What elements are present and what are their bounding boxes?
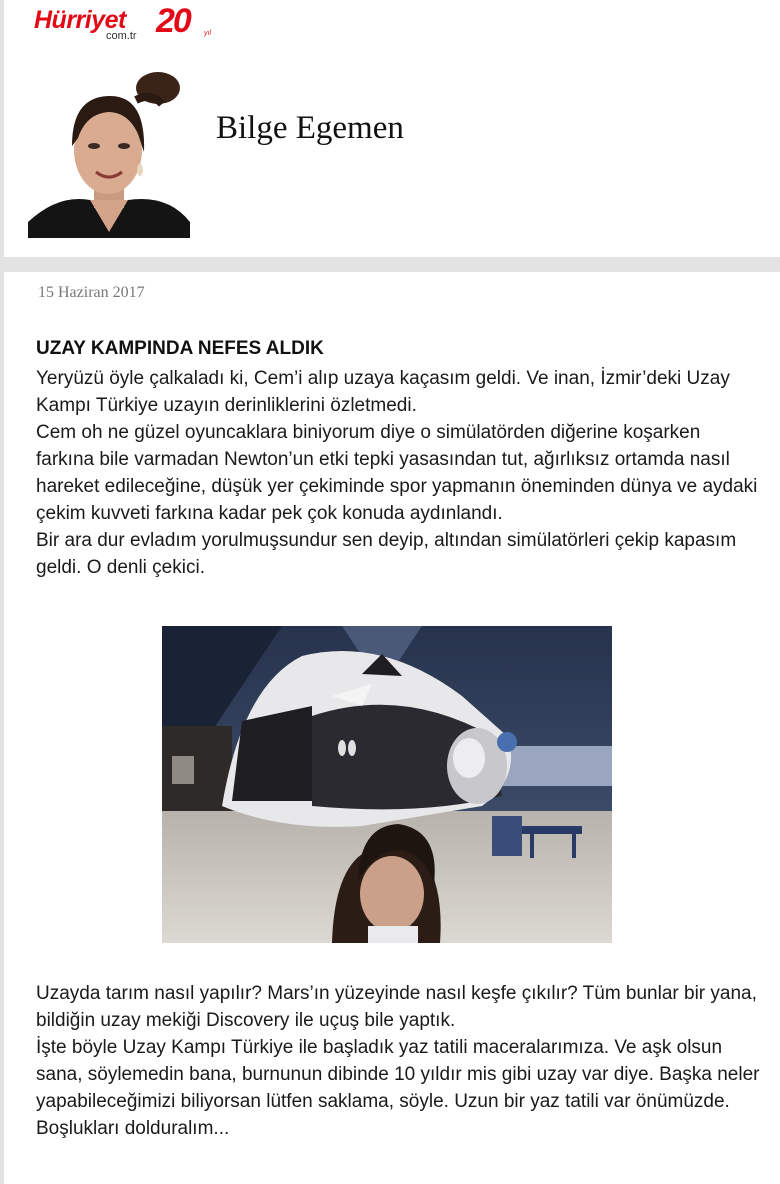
author-name[interactable]: Bilge Egemen [216,110,404,146]
columnist-header [4,0,780,257]
hurriyet-logo[interactable] [32,4,222,44]
paragraph: İşte böyle Uzay Kampı Türkiye ile başladık yaz tatili maceralarımıza. Ve aşk olsun sana, söylemedin bana, burnunun dibinde 10 yıldır mis gibi uzay var diye. Başka neler yapabileceğimizi biliyorsan lütfen saklama, söyle. Uzun bir yaz tatili var önümüzde. [36,1037,760,1112]
author-avatar [28,72,190,238]
logo-domain-text: com.tr [106,30,137,42]
article-date: 15 Haziran 2017 [38,284,145,301]
paragraph: Boşlukları dolduralım... [36,1118,230,1139]
article-body-top [36,365,760,581]
paragraph: Bir ara dur evladım yorulmuşsundur sen deyip, altından simülatörleri çekip kapasım geldi. O denli çekici. [36,530,737,578]
article-body-bottom [36,980,760,1142]
logo-anniversary-number: 20 [156,2,190,40]
article-card [4,272,780,1184]
logo-brand-text: Hürriyet [34,6,126,34]
paragraph: Uzayda tarım nasıl yapılır? Mars’ın yüzeyinde nasıl keşfe çıkılır? Tüm bunlar bir yana, bildiğin uzay mekiği Discovery ile uçuş bile yaptık. [36,983,757,1031]
logo-anniversary-suffix: yıl [204,30,211,37]
paragraph: Yeryüzü öyle çalkaladı ki, Cem’i alıp uzaya kaçasım geldi. Ve inan, İzmir’deki Uzay Kampı Türkiye uzayın derinliklerini özletmedi. [36,368,730,416]
article-title: UZAY KAMPINDA NEFES ALDIK [36,338,324,359]
space-shuttle-photo [162,626,612,943]
paragraph: Cem oh ne güzel oyuncaklara biniyorum diye o simülatörden diğerine koşarken farkına bile varmadan Newton’un etki tepki yasasından tut, ağırlıksız ortamda nasıl hareket edileceğine, düşük yer çekiminde spor yapmanın öneminden dünya ve aydaki çekim kuvveti farkına kadar pek çok konuda aydınlandı. [36,422,758,524]
